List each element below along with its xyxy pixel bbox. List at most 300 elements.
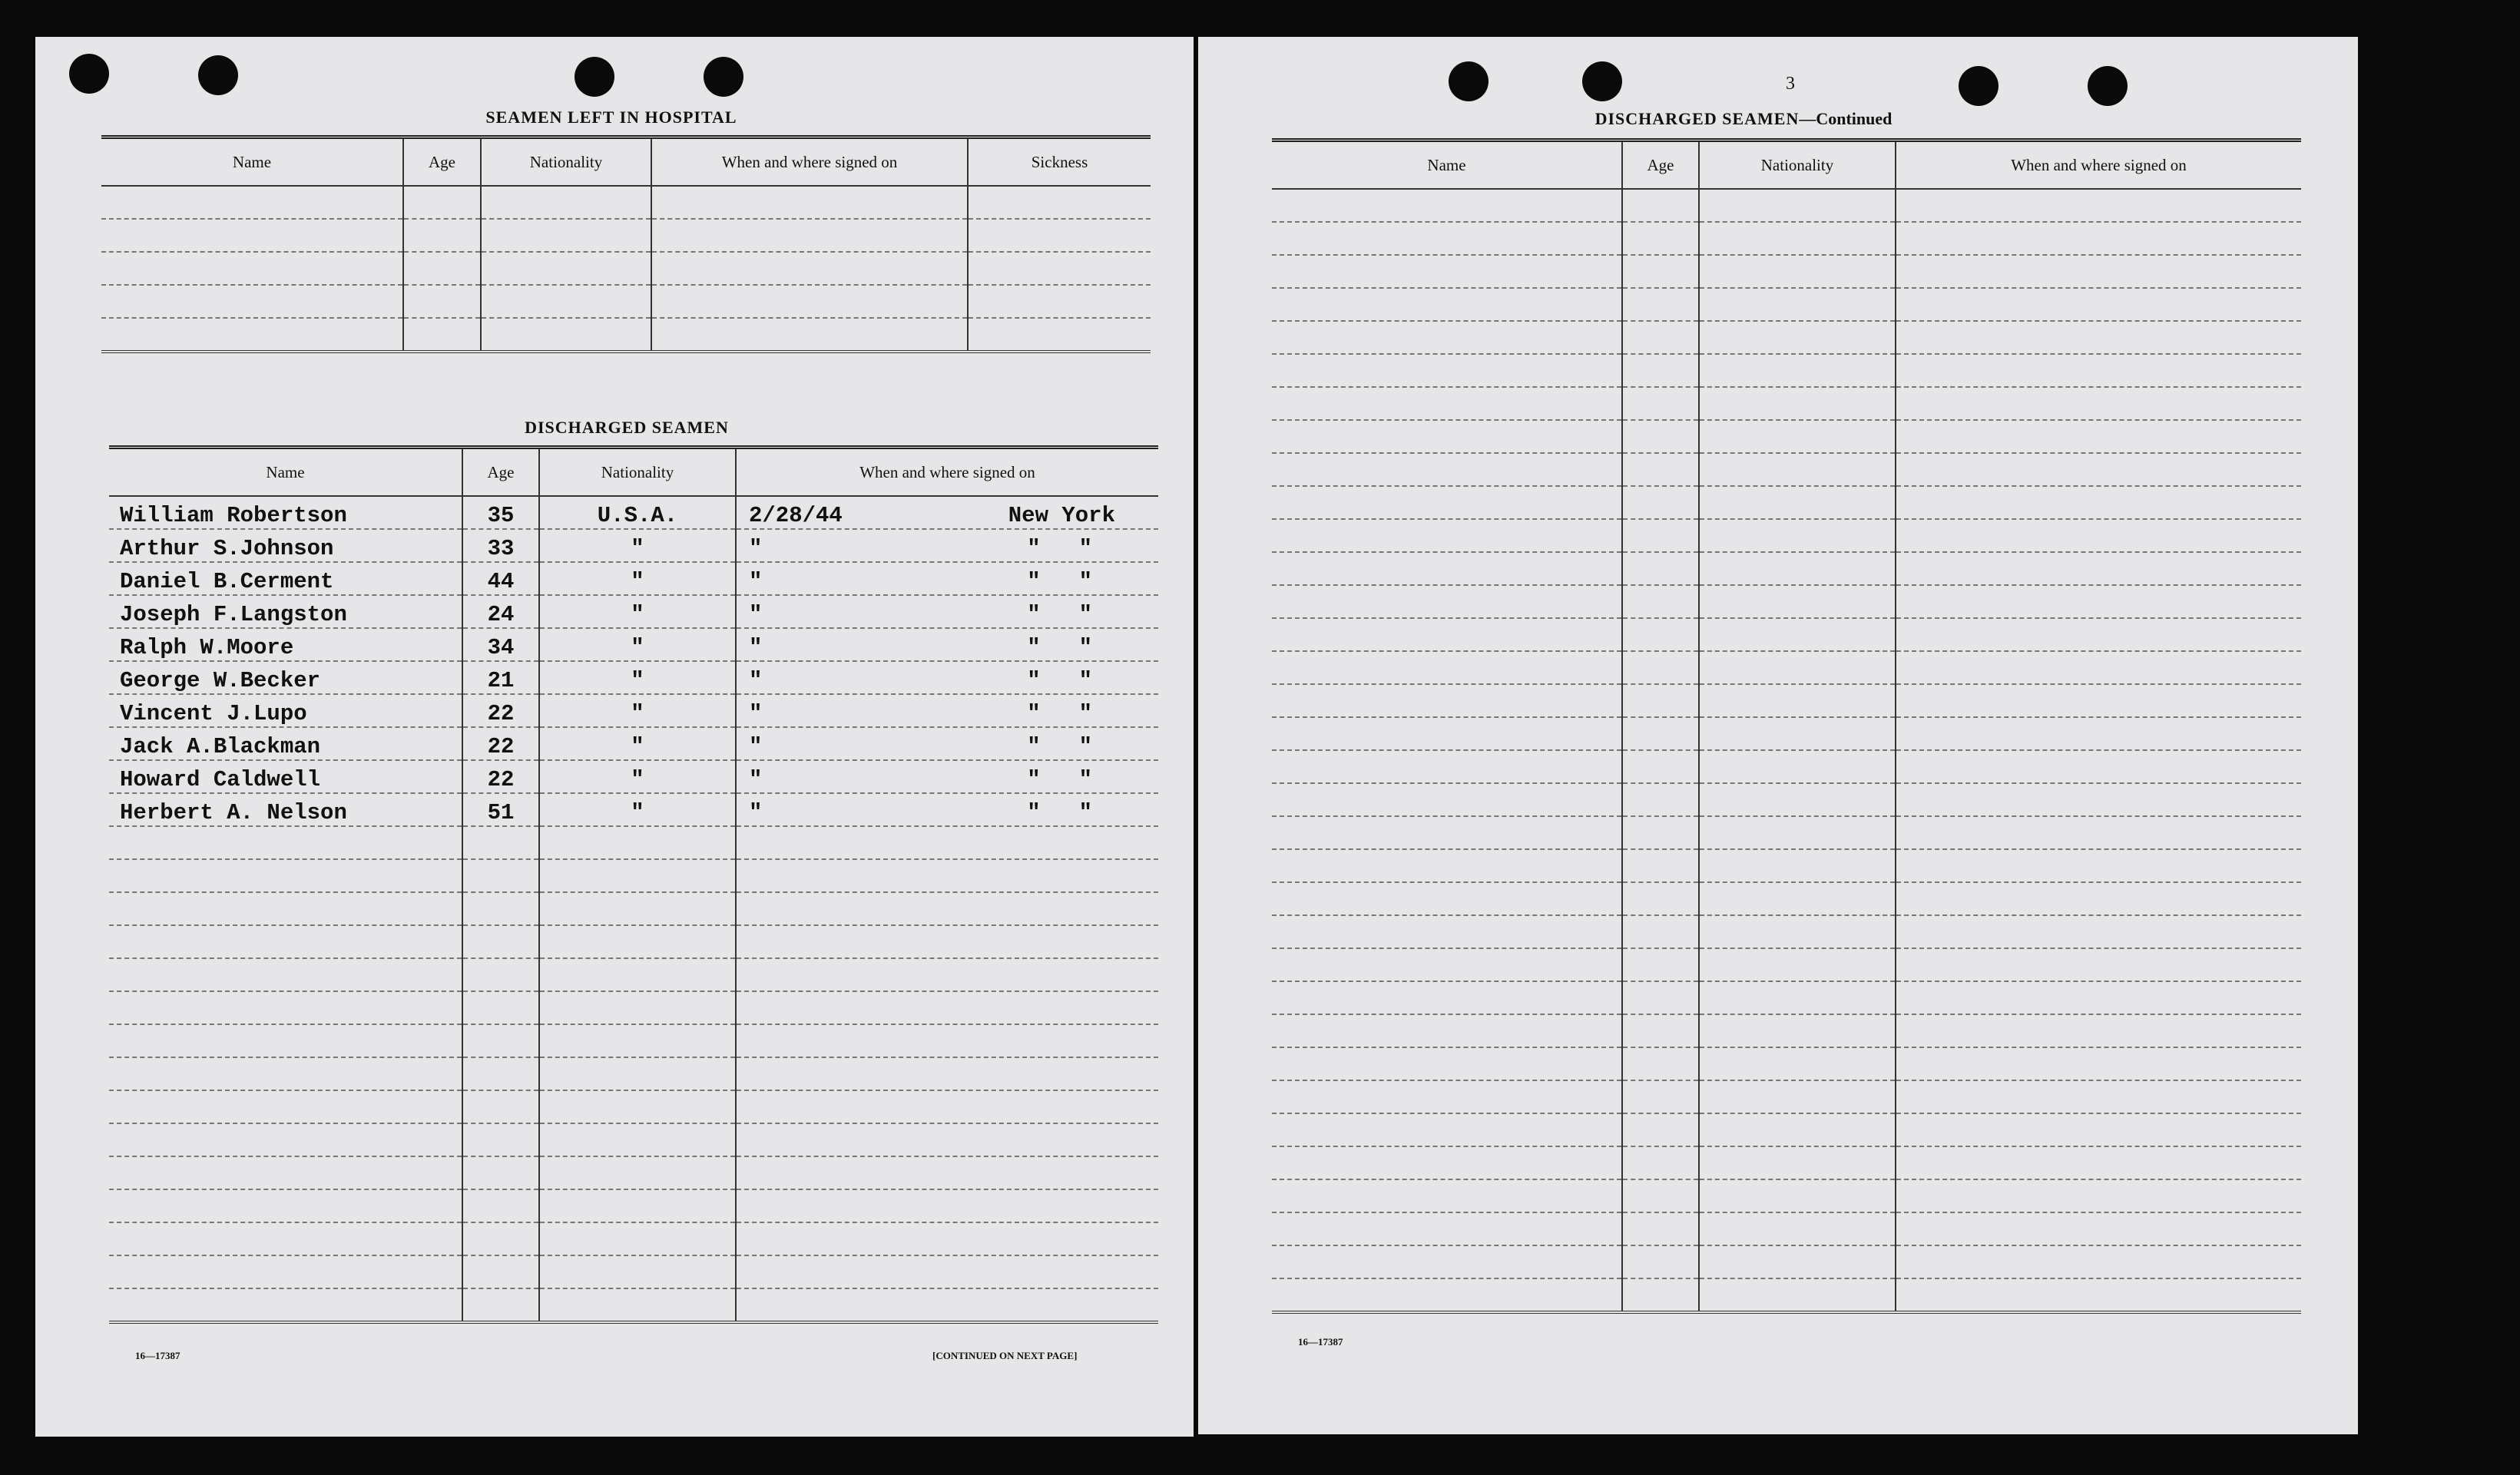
col-nationality-header: Nationality: [481, 137, 651, 187]
seaman-age: 44: [462, 562, 539, 595]
empty-cell: [1699, 1245, 1896, 1278]
empty-cell: [736, 1222, 1158, 1255]
empty-cell: [462, 1222, 539, 1255]
empty-cell: [462, 1288, 539, 1322]
empty-cell: [462, 991, 539, 1024]
empty-cell: [736, 1024, 1158, 1057]
seaman-nationality: ": [539, 529, 736, 562]
empty-cell: [736, 1156, 1158, 1189]
table-row: [109, 1189, 1158, 1222]
place-ditto: ": [1027, 569, 1041, 594]
empty-cell: [109, 1090, 462, 1123]
empty-cell: [539, 991, 736, 1024]
empty-cell: [1272, 1278, 1622, 1312]
empty-cell: [1896, 783, 2301, 816]
empty-cell: [1622, 750, 1699, 783]
table-row: [109, 892, 1158, 925]
empty-cell: [462, 859, 539, 892]
empty-cell: [1699, 222, 1896, 255]
empty-cell: [1622, 882, 1699, 915]
table-row: [1272, 288, 2301, 321]
empty-cell: [1699, 387, 1896, 420]
table-row: [1272, 387, 2301, 420]
place-ditto: ": [1027, 767, 1041, 792]
place-ditto: ": [1027, 734, 1041, 759]
empty-cell: [1699, 552, 1896, 585]
punch-hole: [69, 54, 109, 94]
col-signed-on-header: When and where signed on: [736, 448, 1158, 497]
empty-cell: [1622, 585, 1699, 618]
empty-cell: [1622, 618, 1699, 651]
table-row: [1272, 651, 2301, 684]
empty-cell: [539, 1189, 736, 1222]
table-row: [101, 285, 1151, 318]
empty-cell: [1272, 717, 1622, 750]
table-row: [1272, 1113, 2301, 1146]
empty-cell: [1896, 387, 2301, 420]
empty-cell: [109, 1288, 462, 1322]
empty-cell: [539, 1123, 736, 1156]
empty-cell: [1699, 288, 1896, 321]
seaman-age: 33: [462, 529, 539, 562]
form-number: 16—17387: [1298, 1336, 1343, 1348]
continued-note: [CONTINUED ON NEXT PAGE]: [932, 1350, 1078, 1361]
seaman-name: Jack A.Blackman: [109, 727, 462, 760]
empty-cell: [1896, 816, 2301, 849]
empty-cell: [109, 826, 462, 859]
table-row: [1272, 552, 2301, 585]
empty-cell: [1622, 783, 1699, 816]
signed-on-date: 2/28/44: [749, 503, 843, 528]
discharged-continued-table: [1272, 138, 2301, 1314]
col-nationality-header: Nationality: [539, 448, 736, 497]
table-row: [109, 595, 1158, 628]
empty-cell: [1896, 1014, 2301, 1047]
empty-cell: [1896, 1278, 2301, 1312]
empty-cell: [1272, 585, 1622, 618]
empty-cell: [1699, 684, 1896, 717]
table-row: [109, 1255, 1158, 1288]
empty-cell: [1699, 783, 1896, 816]
signed-on-cell: [736, 529, 1158, 562]
place-ditto: ": [1027, 602, 1041, 627]
table-row: [1272, 849, 2301, 882]
empty-cell: [1622, 684, 1699, 717]
empty-cell: [1622, 1245, 1699, 1278]
empty-cell: [539, 1288, 736, 1322]
col-sickness-header: Sickness: [968, 137, 1151, 187]
place-ditto: ": [1078, 767, 1092, 792]
empty-cell: [462, 925, 539, 958]
table-row: [1272, 750, 2301, 783]
table-row: [1272, 189, 2301, 222]
empty-cell: [1622, 288, 1699, 321]
empty-cell: [736, 826, 1158, 859]
signed-on-place: [1027, 767, 1154, 792]
empty-cell: [1622, 189, 1699, 222]
empty-cell: [109, 1057, 462, 1090]
signed-on-place: [1027, 635, 1154, 660]
empty-cell: [539, 958, 736, 991]
seaman-age: 24: [462, 595, 539, 628]
table-row: [1272, 1278, 2301, 1312]
empty-cell: [1272, 321, 1622, 354]
signed-on-cell: [736, 661, 1158, 694]
empty-cell: [1622, 1179, 1699, 1212]
empty-cell: [109, 991, 462, 1024]
empty-cell: [1699, 1080, 1896, 1113]
empty-cell: [1896, 750, 2301, 783]
empty-cell: [736, 892, 1158, 925]
empty-cell: [1699, 1179, 1896, 1212]
seaman-age: 22: [462, 727, 539, 760]
empty-cell: [736, 958, 1158, 991]
table-row: [1272, 1179, 2301, 1212]
empty-cell: [1896, 189, 2301, 222]
punch-hole: [198, 55, 238, 95]
signed-on-date: ": [749, 734, 763, 759]
empty-cell: [462, 1090, 539, 1123]
seaman-age: 22: [462, 760, 539, 793]
place-ditto: ": [1027, 536, 1041, 561]
empty-cell: [1699, 189, 1896, 222]
signed-on-date: ": [749, 536, 763, 561]
seaman-age: 21: [462, 661, 539, 694]
signed-on-cell: [736, 760, 1158, 793]
empty-cell: [1699, 255, 1896, 288]
title-main: DISCHARGED SEAMEN: [1594, 109, 1800, 128]
col-age-header: Age: [1622, 141, 1699, 190]
col-age-header: Age: [403, 137, 481, 187]
seaman-age: 35: [462, 496, 539, 529]
empty-cell: [1622, 717, 1699, 750]
empty-cell: [1272, 915, 1622, 948]
table-row: [1272, 1245, 2301, 1278]
signed-on-date: ": [749, 668, 763, 693]
punch-hole: [1959, 66, 1998, 106]
seaman-name: Joseph F.Langston: [109, 595, 462, 628]
empty-cell: [1896, 519, 2301, 552]
table-row: [109, 1057, 1158, 1090]
empty-cell: [1622, 1014, 1699, 1047]
signed-on-place: [1027, 668, 1154, 693]
empty-cell: [1622, 1212, 1699, 1245]
table-row: [109, 1090, 1158, 1123]
empty-cell: [1272, 750, 1622, 783]
empty-cell: [1272, 387, 1622, 420]
col-age-header: Age: [462, 448, 539, 497]
signed-on-place: [1027, 701, 1154, 726]
table-row: [1272, 684, 2301, 717]
empty-cell: [1896, 717, 2301, 750]
signed-on-place: New York: [1008, 503, 1115, 528]
table-row: [1272, 453, 2301, 486]
empty-cell: [1896, 552, 2301, 585]
empty-cell: [736, 1288, 1158, 1322]
empty-cell: [1896, 420, 2301, 453]
table-row: [1272, 816, 2301, 849]
empty-cell: [1896, 849, 2301, 882]
empty-cell: [1896, 321, 2301, 354]
signed-on-place: [1027, 536, 1154, 561]
seaman-name: Ralph W.Moore: [109, 628, 462, 661]
empty-cell: [736, 1057, 1158, 1090]
table-row: [109, 925, 1158, 958]
signed-on-date: ": [749, 569, 763, 594]
empty-cell: [1896, 882, 2301, 915]
table-row: [1272, 1047, 2301, 1080]
empty-cell: [1272, 552, 1622, 585]
empty-cell: [1896, 288, 2301, 321]
empty-cell: [1272, 948, 1622, 981]
empty-cell: [1272, 189, 1622, 222]
empty-cell: [1896, 981, 2301, 1014]
empty-cell: [1896, 1113, 2301, 1146]
signed-on-cell: [736, 496, 1158, 529]
table-row: [1272, 1212, 2301, 1245]
signed-on-cell: [736, 793, 1158, 826]
seaman-nationality: ": [539, 562, 736, 595]
table-row: [109, 793, 1158, 826]
table-row: [1272, 585, 2301, 618]
title-suffix: —Continued: [1799, 109, 1892, 128]
empty-cell: [1699, 1047, 1896, 1080]
table-row: [1272, 519, 2301, 552]
table-row: [109, 1123, 1158, 1156]
empty-cell: [1622, 552, 1699, 585]
left-page: [35, 37, 1194, 1437]
signed-on-cell: [736, 562, 1158, 595]
empty-cell: [539, 1255, 736, 1288]
seaman-nationality: ": [539, 628, 736, 661]
table-row: [109, 727, 1158, 760]
table-row: [1272, 618, 2301, 651]
seaman-name: George W.Becker: [109, 661, 462, 694]
seaman-name: Vincent J.Lupo: [109, 694, 462, 727]
table-row: [1272, 882, 2301, 915]
empty-cell: [1699, 420, 1896, 453]
place-ditto: ": [1027, 668, 1041, 693]
empty-cell: [1622, 948, 1699, 981]
table-row: [109, 1222, 1158, 1255]
empty-cell: [109, 1222, 462, 1255]
empty-cell: [1272, 816, 1622, 849]
empty-cell: [1272, 882, 1622, 915]
empty-cell: [1699, 519, 1896, 552]
empty-cell: [1622, 222, 1699, 255]
hospital-section-title: SEAMEN LEFT IN HOSPITAL: [485, 107, 737, 127]
empty-cell: [539, 1057, 736, 1090]
table-row: [109, 1156, 1158, 1189]
empty-cell: [109, 1123, 462, 1156]
empty-cell: [109, 1189, 462, 1222]
empty-cell: [1896, 453, 2301, 486]
table-row: [1272, 915, 2301, 948]
empty-cell: [1272, 1212, 1622, 1245]
signed-on-date: ": [749, 701, 763, 726]
empty-cell: [1896, 915, 2301, 948]
table-row: [1272, 222, 2301, 255]
empty-cell: [1272, 981, 1622, 1014]
empty-cell: [1272, 1179, 1622, 1212]
empty-cell: [736, 1255, 1158, 1288]
empty-cell: [1699, 1146, 1896, 1179]
empty-cell: [736, 925, 1158, 958]
signed-on-date: ": [749, 767, 763, 792]
empty-cell: [736, 859, 1158, 892]
empty-cell: [1272, 519, 1622, 552]
empty-cell: [1896, 585, 2301, 618]
table-row: [109, 958, 1158, 991]
empty-cell: [1699, 816, 1896, 849]
empty-cell: [1896, 1047, 2301, 1080]
empty-cell: [1272, 684, 1622, 717]
table-row: [1272, 321, 2301, 354]
empty-cell: [462, 1156, 539, 1189]
empty-cell: [1896, 486, 2301, 519]
table-row: [1272, 1080, 2301, 1113]
table-row: [101, 219, 1151, 252]
seaman-nationality: ": [539, 727, 736, 760]
empty-cell: [1896, 1212, 2301, 1245]
empty-cell: [1699, 1113, 1896, 1146]
place-ditto: ": [1078, 635, 1092, 660]
seaman-nationality: ": [539, 694, 736, 727]
empty-cell: [1699, 354, 1896, 387]
empty-cell: [1272, 453, 1622, 486]
empty-cell: [1272, 1146, 1622, 1179]
empty-cell: [1896, 1245, 2301, 1278]
table-row: [1272, 354, 2301, 387]
empty-cell: [1622, 453, 1699, 486]
punch-hole: [1582, 61, 1622, 101]
table-row: [109, 826, 1158, 859]
table-row: [1272, 420, 2301, 453]
empty-cell: [1622, 651, 1699, 684]
empty-cell: [1699, 981, 1896, 1014]
empty-cell: [1622, 486, 1699, 519]
empty-cell: [1272, 783, 1622, 816]
empty-cell: [539, 826, 736, 859]
empty-cell: [1622, 1146, 1699, 1179]
empty-cell: [1622, 981, 1699, 1014]
empty-cell: [462, 1123, 539, 1156]
empty-cell: [1272, 255, 1622, 288]
empty-cell: [1699, 849, 1896, 882]
empty-cell: [1699, 618, 1896, 651]
seaman-nationality: ": [539, 760, 736, 793]
empty-cell: [1896, 684, 2301, 717]
seaman-age: 34: [462, 628, 539, 661]
empty-cell: [1896, 1179, 2301, 1212]
signed-on-date: ": [749, 800, 763, 825]
empty-cell: [1622, 849, 1699, 882]
table-row: [109, 496, 1158, 529]
place-ditto: ": [1078, 569, 1092, 594]
seaman-nationality: ": [539, 793, 736, 826]
col-name-header: Name: [101, 137, 403, 187]
place-ditto: ": [1078, 800, 1092, 825]
seaman-nationality: ": [539, 595, 736, 628]
discharged-continued-title: [1198, 109, 2289, 129]
empty-cell: [1699, 486, 1896, 519]
empty-cell: [1896, 222, 2301, 255]
table-row: [109, 1288, 1158, 1322]
discharged-section-title: DISCHARGED SEAMEN: [525, 418, 729, 437]
empty-cell: [1699, 453, 1896, 486]
form-number: 16—17387: [135, 1350, 180, 1361]
table-row: [109, 661, 1158, 694]
place-ditto: ": [1078, 602, 1092, 627]
signed-on-place: [1027, 602, 1154, 627]
punch-hole: [1449, 61, 1488, 101]
table-row: [109, 1024, 1158, 1057]
empty-cell: [1896, 354, 2301, 387]
signed-on-cell: [736, 694, 1158, 727]
seaman-name: Howard Caldwell: [109, 760, 462, 793]
empty-cell: [1699, 915, 1896, 948]
hospital-table: [101, 135, 1151, 353]
punch-hole: [704, 57, 743, 97]
empty-cell: [736, 991, 1158, 1024]
table-row: [1272, 948, 2301, 981]
table-row: [109, 694, 1158, 727]
empty-cell: [736, 1189, 1158, 1222]
empty-cell: [1622, 387, 1699, 420]
empty-cell: [109, 958, 462, 991]
empty-cell: [1272, 354, 1622, 387]
empty-cell: [109, 1024, 462, 1057]
empty-cell: [1622, 1080, 1699, 1113]
empty-cell: [1622, 321, 1699, 354]
signed-on-place: [1027, 734, 1154, 759]
place-ditto: ": [1078, 734, 1092, 759]
table-row: [101, 252, 1151, 285]
empty-cell: [462, 1024, 539, 1057]
signed-on-cell: [736, 727, 1158, 760]
empty-cell: [539, 892, 736, 925]
empty-cell: [1699, 651, 1896, 684]
empty-cell: [1699, 1278, 1896, 1312]
empty-cell: [1272, 1080, 1622, 1113]
signed-on-place: [1027, 800, 1154, 825]
table-row: [1272, 1146, 2301, 1179]
empty-cell: [1272, 420, 1622, 453]
empty-cell: [1699, 1014, 1896, 1047]
place-ditto: ": [1078, 701, 1092, 726]
empty-cell: [736, 1123, 1158, 1156]
empty-cell: [1272, 1014, 1622, 1047]
signed-on-place: [1027, 569, 1154, 594]
table-row: [1272, 1014, 2301, 1047]
seaman-name: Arthur S.Johnson: [109, 529, 462, 562]
empty-cell: [1272, 1245, 1622, 1278]
empty-cell: [109, 1255, 462, 1288]
signed-on-cell: [736, 628, 1158, 661]
seaman-name: Daniel B.Cerment: [109, 562, 462, 595]
discharged-seamen-table: [109, 445, 1158, 1324]
table-row: [109, 859, 1158, 892]
seaman-nationality: ": [539, 661, 736, 694]
place-ditto: ": [1078, 536, 1092, 561]
table-row: [109, 991, 1158, 1024]
empty-cell: [736, 1090, 1158, 1123]
col-name-header: Name: [109, 448, 462, 497]
empty-cell: [462, 1255, 539, 1288]
empty-cell: [539, 1156, 736, 1189]
col-nationality-header: Nationality: [1699, 141, 1896, 190]
empty-cell: [539, 859, 736, 892]
